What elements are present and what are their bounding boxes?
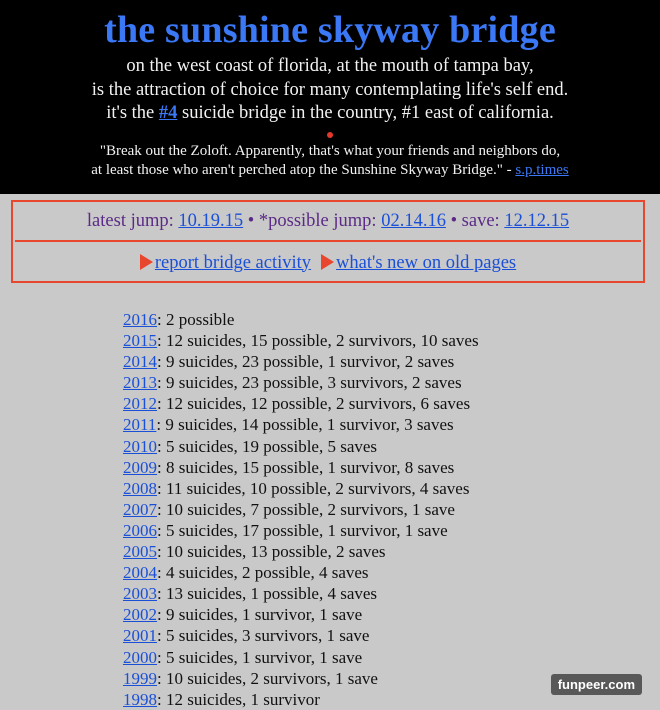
year-stats: : 2 possible — [157, 310, 235, 329]
quote-line-2 — [0, 161, 660, 180]
year-row — [123, 372, 479, 393]
year-link[interactable]: 2005 — [123, 542, 157, 562]
year-stats: : 10 suicides, 2 survivors, 1 save — [157, 668, 378, 688]
red-dot-divider-icon — [327, 132, 333, 138]
year-row — [123, 541, 479, 562]
year-row — [123, 604, 479, 625]
year-row — [123, 520, 479, 541]
year-stats: : 5 suicides, 19 possible, 5 saves — [157, 436, 378, 456]
intro-line-1: on the west coast of florida, at the mouth of tampa bay, — [126, 56, 534, 76]
year-link[interactable]: 2008 — [123, 478, 157, 498]
year-row — [123, 414, 479, 435]
year-link[interactable]: 2004 — [123, 563, 157, 583]
year-row — [123, 309, 479, 330]
year-row — [123, 647, 479, 668]
year-stats: : 5 suicides, 1 survivor, 1 save — [157, 647, 363, 667]
year-stats: : 12 suicides, 1 survivor — [157, 689, 320, 709]
year-stats: : 10 suicides, 13 possible, 2 saves — [157, 542, 386, 562]
year-stats: : 9 suicides, 23 possible, 1 survivor, 2 saves — [157, 352, 455, 372]
report-activity-link[interactable]: report bridge activity — [154, 252, 312, 273]
possible-jump-label: *possible jump: — [258, 211, 382, 231]
year-stats: : 9 suicides, 14 possible, 1 survivor, 3 saves — [156, 415, 454, 435]
intro-text — [0, 55, 660, 126]
year-link[interactable]: 2001 — [123, 626, 157, 646]
year-link[interactable]: 2006 — [123, 520, 157, 540]
page-title: the sunshine skyway bridge — [104, 9, 556, 51]
year-link[interactable]: 1998 — [123, 689, 157, 709]
year-link[interactable]: 2011 — [123, 415, 157, 435]
year-link[interactable]: 2014 — [123, 352, 157, 372]
year-stats: : 12 suicides, 12 possible, 2 survivors, 6 saves — [157, 394, 471, 414]
year-row — [123, 351, 479, 372]
year-link[interactable]: 2007 — [123, 499, 157, 519]
yearly-stats-list — [123, 309, 479, 710]
latest-jump-label: latest jump: — [86, 211, 179, 231]
watermark: funpeer.com — [551, 674, 642, 695]
year-row — [123, 499, 479, 520]
year-stats: : 4 suicides, 2 possible, 4 saves — [157, 563, 369, 583]
year-link[interactable]: 2013 — [123, 373, 157, 393]
quote-source-link[interactable]: s.p.times — [515, 161, 569, 178]
year-stats: : 11 suicides, 10 possible, 2 survivors, 4 saves — [157, 478, 470, 498]
quote-line-2-text: at least those who aren't perched atop the Sunshine Skyway Bridge." - — [91, 161, 516, 178]
year-link[interactable]: 2016 — [123, 310, 157, 329]
whats-new-link[interactable]: what's new on old pages — [336, 252, 517, 273]
year-link[interactable]: 2000 — [123, 647, 157, 667]
save-label: save: — [461, 211, 505, 231]
year-stats: : 8 suicides, 15 possible, 1 survivor, 8 saves — [157, 457, 455, 477]
year-row — [123, 668, 479, 689]
year-row — [123, 436, 479, 457]
year-stats: : 13 suicides, 1 possible, 4 saves — [157, 584, 378, 604]
year-row — [123, 583, 479, 604]
status-box — [11, 200, 645, 283]
separator-bullet: • — [445, 211, 462, 231]
year-row — [123, 457, 479, 478]
page-header — [0, 0, 660, 194]
year-stats: : 9 suicides, 1 survivor, 1 save — [157, 605, 363, 625]
intro-line-3 — [0, 102, 660, 126]
year-link[interactable]: 2010 — [123, 436, 157, 456]
save-date-link[interactable]: 12.12.15 — [504, 211, 570, 231]
year-stats: : 9 suicides, 23 possible, 3 survivors, 2 saves — [157, 373, 462, 393]
intro-line-3-pre: it's the — [106, 103, 159, 123]
latest-jump-link[interactable]: 10.19.15 — [178, 211, 244, 231]
rank-link[interactable]: #4 — [158, 103, 178, 123]
year-row — [123, 689, 479, 710]
year-row — [123, 478, 479, 499]
year-row — [123, 330, 479, 351]
possible-jump-link[interactable]: 02.14.16 — [381, 211, 446, 231]
year-row — [123, 625, 479, 646]
intro-line-2: is the attraction of choice for many contemplating life's self end. — [91, 79, 569, 100]
year-row — [123, 393, 479, 414]
year-stats: : 10 suicides, 7 possible, 2 survivors, 1 save — [157, 499, 455, 519]
year-link[interactable]: 2003 — [123, 584, 157, 604]
year-row — [123, 562, 479, 583]
year-stats: : 5 suicides, 3 survivors, 1 save — [157, 626, 370, 646]
quote-line-1: "Break out the Zoloft. Apparently, that's what your friends and neighbors do, — [99, 142, 561, 159]
year-link[interactable]: 2009 — [123, 457, 157, 477]
year-stats: : 5 suicides, 17 possible, 1 survivor, 1 save — [157, 520, 448, 540]
year-stats: : 12 suicides, 15 possible, 2 survivors, 10 saves — [157, 331, 479, 351]
separator-bullet: • — [243, 211, 259, 231]
jump-status-row — [13, 202, 643, 240]
year-link[interactable]: 2015 — [123, 331, 157, 351]
action-links-row — [13, 242, 643, 282]
red-arrow-icon — [140, 254, 153, 270]
year-link[interactable]: 2012 — [123, 394, 157, 414]
quote-block — [0, 142, 660, 180]
intro-line-3-post: suicide bridge in the country, #1 east of california. — [177, 103, 554, 123]
year-link[interactable]: 2002 — [123, 605, 157, 625]
red-arrow-icon — [321, 254, 334, 270]
year-link[interactable]: 1999 — [123, 668, 157, 688]
